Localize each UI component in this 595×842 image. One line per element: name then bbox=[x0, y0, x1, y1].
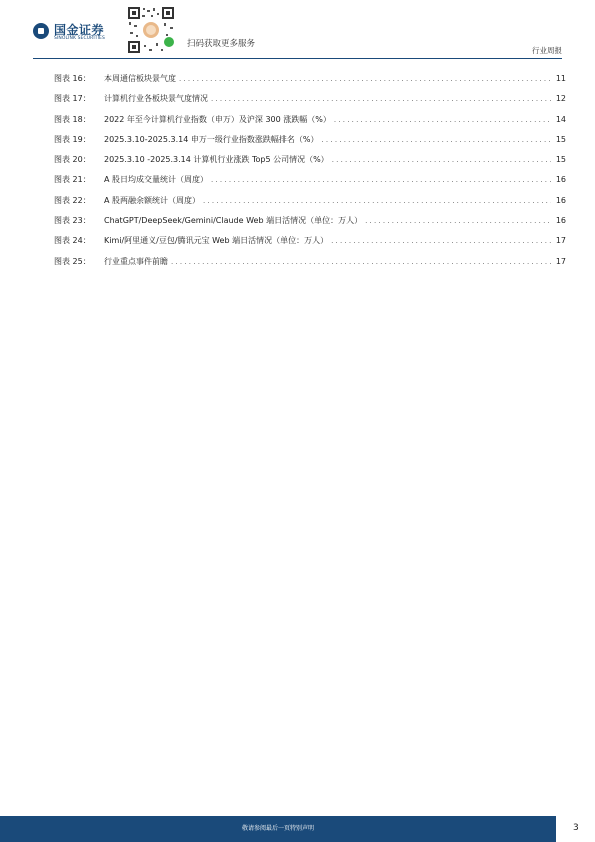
toc-entry[interactable] bbox=[54, 154, 566, 174]
page-number: 17 bbox=[555, 256, 566, 266]
toc-entry[interactable] bbox=[54, 134, 566, 154]
page-number: 15 bbox=[555, 134, 566, 144]
header-divider bbox=[33, 58, 562, 59]
dot-leader bbox=[331, 237, 551, 245]
figure-title: 2025.3.10 -2025.3.14 计算机行业涨跌 Top5 公司情况（%） bbox=[104, 155, 329, 165]
logo-chinese-name: 国金证券 bbox=[54, 23, 105, 37]
toc-entry[interactable] bbox=[54, 215, 566, 235]
company-logo bbox=[33, 21, 133, 49]
page-number: 12 bbox=[555, 94, 566, 104]
page-number: 15 bbox=[555, 155, 566, 165]
dot-leader bbox=[321, 136, 551, 144]
figure-label: 图表 25： bbox=[54, 256, 91, 266]
toc-entry[interactable] bbox=[54, 235, 566, 255]
figure-title: A 股两融余额统计（周度） bbox=[104, 195, 201, 205]
logo-english-name: SINOLINK SECURITIES bbox=[54, 36, 105, 41]
figure-label: 图表 24： bbox=[54, 236, 91, 246]
dot-leader bbox=[203, 197, 551, 205]
figure-title: ChatGPT/DeepSeek/Gemini/Claude Web 端日活情况（单位：万人） bbox=[104, 216, 363, 226]
page-number: 11 bbox=[555, 74, 566, 83]
dot-leader bbox=[179, 75, 551, 83]
sinolink-logo-icon bbox=[33, 23, 49, 39]
report-type-label: 行业周报 bbox=[532, 46, 562, 55]
figure-label: 图表 18： bbox=[54, 114, 91, 124]
toc-entry[interactable] bbox=[54, 174, 566, 194]
dot-leader bbox=[334, 116, 551, 124]
toc-entry[interactable] bbox=[54, 256, 566, 276]
dot-leader bbox=[171, 258, 551, 266]
dot-leader bbox=[365, 217, 551, 225]
toc-entry[interactable] bbox=[54, 195, 566, 215]
figure-title: Kimi/阿里通义/豆包/腾讯元宝 Web 端日活情况（单位：万人） bbox=[104, 236, 329, 246]
dot-leader bbox=[332, 156, 551, 164]
toc-entry[interactable] bbox=[54, 73, 566, 93]
figure-title: 行业重点事件前瞻 bbox=[104, 256, 168, 266]
dot-leader bbox=[211, 176, 551, 184]
figure-title: A 股日均成交量统计（周度） bbox=[104, 175, 209, 185]
page-footer bbox=[0, 816, 595, 842]
figure-title: 2025.3.10-2025.3.14 申万一级行业指数涨跌幅排名（%） bbox=[104, 134, 319, 144]
wechat-icon bbox=[163, 36, 175, 48]
page-number: 16 bbox=[555, 195, 566, 205]
figure-label: 图表 20： bbox=[54, 155, 91, 165]
page-number: 16 bbox=[555, 175, 566, 185]
figure-label: 图表 19： bbox=[54, 134, 91, 144]
page-number: 14 bbox=[555, 114, 566, 124]
figure-title: 本周通信板块景气度 bbox=[104, 74, 176, 83]
dot-leader bbox=[211, 95, 551, 103]
figure-index-list bbox=[54, 73, 566, 276]
figure-label: 图表 17： bbox=[54, 94, 91, 104]
footer-page-number: 3 bbox=[573, 823, 579, 833]
figure-label: 图表 21： bbox=[54, 175, 91, 185]
figure-title: 2022 年至今计算机行业指数（申万）及沪深 300 涨跌幅（%） bbox=[104, 114, 331, 124]
page-number: 16 bbox=[555, 216, 566, 226]
figure-label: 图表 16： bbox=[54, 74, 91, 83]
page-header bbox=[0, 0, 595, 62]
toc-entry[interactable] bbox=[54, 114, 566, 134]
figure-title: 计算机行业各板块景气度情况 bbox=[104, 94, 208, 104]
scan-prompt: 扫码获取更多服务 bbox=[187, 39, 256, 49]
page-number: 17 bbox=[555, 236, 566, 246]
footer-disclaimer: 敬请参阅最后一页特别声明 bbox=[241, 825, 314, 832]
figure-label: 图表 23： bbox=[54, 216, 91, 226]
figure-label: 图表 22： bbox=[54, 195, 91, 205]
toc-entry[interactable] bbox=[54, 93, 566, 113]
